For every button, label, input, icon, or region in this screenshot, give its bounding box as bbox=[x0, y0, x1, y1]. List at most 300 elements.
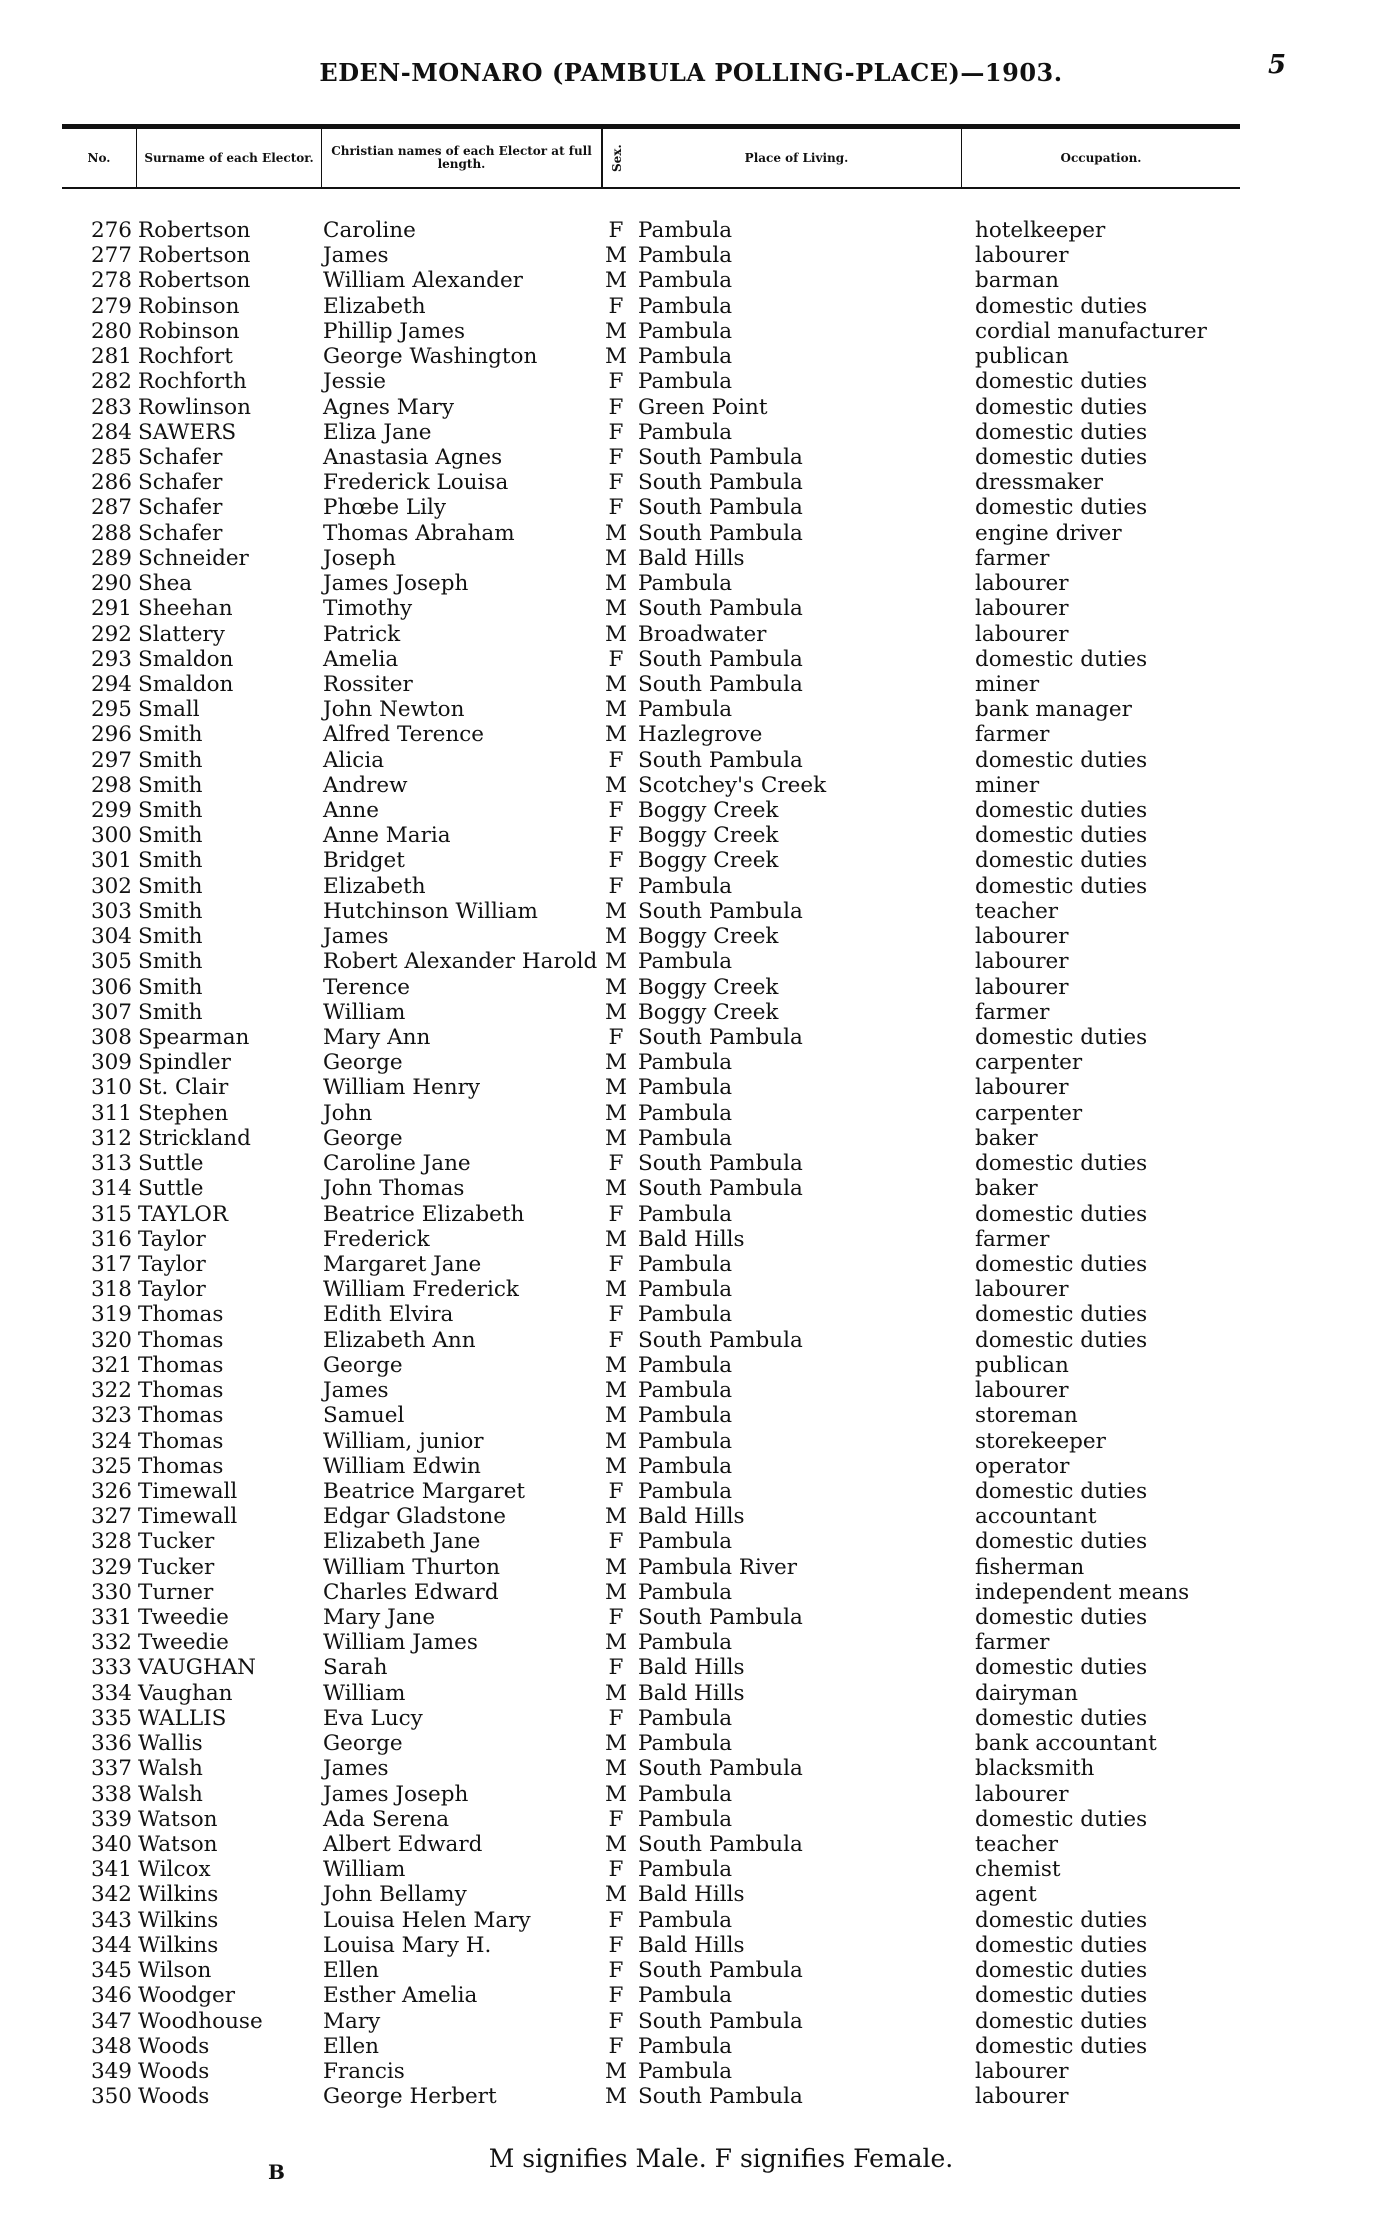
table-row bbox=[0, 243, 1382, 268]
elector-occupation: labourer bbox=[975, 1378, 1069, 1404]
elector-sex: F bbox=[608, 470, 624, 496]
elector-number: 302 bbox=[90, 873, 132, 899]
elector-sex: M bbox=[604, 1277, 627, 1303]
elector-christian-names: John Bellamy bbox=[323, 1882, 467, 1908]
table-row bbox=[0, 1882, 1382, 1907]
table-row bbox=[0, 1403, 1382, 1428]
elector-number: 319 bbox=[90, 1302, 132, 1328]
elector-occupation: labourer bbox=[975, 2058, 1069, 2084]
elector-number: 276 bbox=[90, 218, 132, 243]
elector-place: Pambula bbox=[638, 243, 733, 269]
elector-surname: Small bbox=[138, 697, 200, 723]
elector-place: Pambula bbox=[638, 318, 733, 344]
table-row bbox=[0, 1075, 1382, 1100]
table-row bbox=[0, 1227, 1382, 1252]
elector-sex: F bbox=[608, 646, 624, 672]
elector-sex: F bbox=[608, 1529, 624, 1555]
elector-surname: Woods bbox=[138, 2084, 210, 2110]
elector-number: 301 bbox=[90, 848, 132, 874]
elector-christian-names: Phillip James bbox=[323, 318, 465, 344]
elector-place: Pambula bbox=[638, 1050, 733, 1076]
elector-christian-names: Alfred Terence bbox=[323, 722, 484, 748]
elector-surname: Wilcox bbox=[138, 1857, 211, 1883]
elector-place: Pambula bbox=[638, 369, 733, 395]
elector-surname: Thomas bbox=[138, 1352, 224, 1378]
elector-christian-names: Timothy bbox=[323, 596, 413, 622]
elector-occupation: independent means bbox=[975, 1579, 1190, 1605]
elector-sex: M bbox=[604, 1579, 627, 1605]
elector-place: Pambula bbox=[638, 2058, 733, 2084]
elector-surname: Tucker bbox=[138, 1529, 215, 1555]
table-row bbox=[0, 1555, 1382, 1580]
elector-sex: F bbox=[608, 1605, 624, 1631]
elector-sex: M bbox=[604, 1882, 627, 1908]
table-row bbox=[0, 1504, 1382, 1529]
elector-christian-names: Patrick bbox=[323, 621, 401, 647]
elector-christian-names: James bbox=[323, 1378, 389, 1404]
elector-sex: M bbox=[604, 318, 627, 344]
table-row bbox=[0, 1025, 1382, 1050]
table-row bbox=[0, 798, 1382, 823]
elector-number: 341 bbox=[90, 1857, 132, 1883]
elector-surname: Schafer bbox=[138, 444, 223, 470]
elector-christian-names: Mary Ann bbox=[323, 1025, 431, 1050]
elector-number: 324 bbox=[90, 1428, 132, 1454]
elector-number: 332 bbox=[90, 1630, 132, 1656]
elector-sex: F bbox=[608, 1806, 624, 1832]
elector-christian-names: George bbox=[323, 1050, 403, 1076]
elector-christian-names: Bridget bbox=[323, 848, 405, 874]
elector-occupation: barman bbox=[975, 268, 1059, 294]
elector-sex: M bbox=[604, 1554, 627, 1580]
elector-number: 326 bbox=[90, 1478, 132, 1504]
elector-christian-names: Thomas Abraham bbox=[323, 520, 515, 546]
elector-place: South Pambula bbox=[638, 646, 803, 672]
elector-sex: F bbox=[608, 873, 624, 899]
electors-table bbox=[0, 218, 1382, 2109]
elector-christian-names: Rossiter bbox=[323, 671, 413, 697]
elector-occupation: labourer bbox=[975, 571, 1069, 597]
elector-surname: Thomas bbox=[138, 1428, 224, 1454]
elector-sex: M bbox=[604, 1453, 627, 1479]
elector-place: Pambula bbox=[638, 1630, 733, 1656]
elector-surname: WALLIS bbox=[138, 1705, 227, 1731]
elector-occupation: cordial manufacturer bbox=[975, 318, 1207, 344]
elector-christian-names: Anne bbox=[323, 798, 379, 824]
elector-surname: Smith bbox=[138, 747, 203, 773]
elector-occupation: farmer bbox=[975, 545, 1050, 571]
table-row bbox=[0, 1832, 1382, 1857]
elector-surname: Woods bbox=[138, 2058, 210, 2084]
elector-surname: Walsh bbox=[138, 1781, 203, 1807]
elector-place: Pambula bbox=[638, 1907, 733, 1933]
elector-number: 328 bbox=[90, 1529, 132, 1555]
elector-number: 305 bbox=[90, 949, 132, 975]
elector-place: Pambula bbox=[638, 218, 733, 243]
elector-occupation: blacksmith bbox=[975, 1756, 1095, 1782]
elector-surname: Woods bbox=[138, 2033, 210, 2059]
elector-surname: Robertson bbox=[138, 268, 251, 294]
elector-surname: Wilkins bbox=[138, 1932, 219, 1958]
elector-christian-names: Beatrice Margaret bbox=[323, 1478, 526, 1504]
elector-sex: M bbox=[604, 1781, 627, 1807]
table-row bbox=[0, 823, 1382, 848]
elector-place: South Pambula bbox=[638, 1756, 803, 1782]
elector-sex: F bbox=[608, 1655, 624, 1681]
elector-christian-names: Phœbe Lily bbox=[323, 495, 447, 521]
elector-place: Broadwater bbox=[638, 621, 767, 647]
elector-surname: Rochforth bbox=[138, 369, 247, 395]
table-row bbox=[0, 647, 1382, 672]
elector-surname: Tweedie bbox=[138, 1630, 229, 1656]
elector-occupation: domestic duties bbox=[975, 848, 1148, 874]
elector-sex: F bbox=[608, 444, 624, 470]
elector-number: 285 bbox=[90, 444, 132, 470]
elector-sex: M bbox=[604, 1504, 627, 1530]
table-row bbox=[0, 1378, 1382, 1403]
elector-christian-names: Charles Edward bbox=[323, 1579, 499, 1605]
elector-number: 320 bbox=[90, 1327, 132, 1353]
footer-signature: B bbox=[268, 2160, 285, 2184]
elector-occupation: chemist bbox=[975, 1857, 1061, 1883]
elector-christian-names: James Joseph bbox=[323, 1781, 469, 1807]
elector-place: Bald Hills bbox=[638, 1882, 745, 1908]
elector-place: Bald Hills bbox=[638, 545, 745, 571]
elector-occupation: miner bbox=[975, 671, 1040, 697]
elector-number: 340 bbox=[90, 1832, 132, 1857]
elector-surname: Robinson bbox=[138, 318, 240, 344]
elector-occupation: labourer bbox=[975, 1277, 1069, 1303]
table-row bbox=[0, 1630, 1382, 1655]
elector-occupation: engine driver bbox=[975, 520, 1122, 546]
elector-surname: Rochfort bbox=[138, 344, 233, 370]
elector-occupation: labourer bbox=[975, 596, 1069, 622]
elector-place: South Pambula bbox=[638, 1958, 803, 1984]
elector-sex: F bbox=[608, 2008, 624, 2034]
table-row bbox=[0, 1202, 1382, 1227]
elector-place: Pambula bbox=[638, 1302, 733, 1328]
elector-number: 311 bbox=[90, 1100, 132, 1126]
elector-place: South Pambula bbox=[638, 470, 803, 496]
elector-place: Bald Hills bbox=[638, 1504, 745, 1530]
elector-surname: Smith bbox=[138, 823, 203, 849]
elector-occupation: domestic duties bbox=[975, 1655, 1148, 1681]
elector-surname: St. Clair bbox=[138, 1075, 229, 1101]
elector-place: Pambula bbox=[638, 571, 733, 597]
elector-surname: VAUGHAN bbox=[138, 1655, 256, 1681]
table-row bbox=[0, 1328, 1382, 1353]
table-row bbox=[0, 1782, 1382, 1807]
elector-christian-names: William Alexander bbox=[323, 268, 523, 294]
elector-occupation: teacher bbox=[975, 1832, 1059, 1857]
elector-sex: M bbox=[604, 898, 627, 924]
table-row bbox=[0, 1731, 1382, 1756]
table-row bbox=[0, 1580, 1382, 1605]
elector-christian-names: Mary bbox=[323, 2008, 381, 2034]
elector-place: Pambula bbox=[638, 1075, 733, 1101]
elector-sex: F bbox=[608, 495, 624, 521]
table-row bbox=[0, 722, 1382, 747]
elector-surname: Taylor bbox=[138, 1277, 206, 1303]
elector-place: Pambula bbox=[638, 419, 733, 445]
elector-occupation: farmer bbox=[975, 999, 1050, 1025]
elector-place: Pambula bbox=[638, 1857, 733, 1883]
elector-place: South Pambula bbox=[638, 444, 803, 470]
elector-place: Pambula bbox=[638, 697, 733, 723]
table-row bbox=[0, 672, 1382, 697]
elector-number: 303 bbox=[90, 898, 132, 924]
elector-christian-names: George Herbert bbox=[323, 2084, 497, 2110]
elector-surname: Shea bbox=[138, 571, 193, 597]
elector-number: 327 bbox=[90, 1504, 132, 1530]
elector-number: 290 bbox=[90, 571, 132, 597]
elector-number: 295 bbox=[90, 697, 132, 723]
elector-christian-names: George bbox=[323, 1352, 403, 1378]
elector-place: Pambula bbox=[638, 1277, 733, 1303]
elector-christian-names: Elizabeth bbox=[323, 873, 426, 899]
elector-occupation: labourer bbox=[975, 949, 1069, 975]
table-row bbox=[0, 975, 1382, 1000]
elector-occupation: domestic duties bbox=[975, 1705, 1148, 1731]
elector-occupation: labourer bbox=[975, 2084, 1069, 2110]
elector-sex: M bbox=[604, 243, 627, 269]
elector-surname: Thomas bbox=[138, 1403, 224, 1429]
elector-surname: Robinson bbox=[138, 293, 240, 319]
elector-occupation: domestic duties bbox=[975, 823, 1148, 849]
table-row bbox=[0, 369, 1382, 394]
elector-number: 294 bbox=[90, 671, 132, 697]
elector-surname: Schafer bbox=[138, 495, 223, 521]
elector-number: 298 bbox=[90, 772, 132, 798]
elector-surname: Stephen bbox=[138, 1100, 229, 1126]
table-header bbox=[62, 124, 1240, 189]
page-title: EDEN-MONARO (PAMBULA POLLING-PLACE)—1903. bbox=[319, 58, 1063, 87]
elector-number: 323 bbox=[90, 1403, 132, 1429]
table-row bbox=[0, 319, 1382, 344]
elector-number: 331 bbox=[90, 1605, 132, 1631]
elector-sex: M bbox=[604, 1832, 627, 1857]
elector-surname: Thomas bbox=[138, 1378, 224, 1404]
elector-surname: Schneider bbox=[138, 545, 249, 571]
elector-sex: F bbox=[608, 1983, 624, 2009]
table-row bbox=[0, 1176, 1382, 1201]
elector-place: Boggy Creek bbox=[638, 924, 779, 950]
elector-surname: Smith bbox=[138, 873, 203, 899]
elector-occupation: domestic duties bbox=[975, 1478, 1148, 1504]
elector-sex: M bbox=[604, 1428, 627, 1454]
elector-place: Pambula bbox=[638, 1781, 733, 1807]
elector-christian-names: Edith Elvira bbox=[323, 1302, 454, 1328]
elector-number: 304 bbox=[90, 924, 132, 950]
elector-occupation: domestic duties bbox=[975, 1151, 1148, 1177]
elector-occupation: domestic duties bbox=[975, 1251, 1148, 1277]
table-row bbox=[0, 1908, 1382, 1933]
elector-surname: Watson bbox=[138, 1832, 218, 1857]
elector-christian-names: William Thurton bbox=[323, 1554, 501, 1580]
table-row bbox=[0, 1933, 1382, 1958]
table-row bbox=[0, 1302, 1382, 1327]
elector-occupation: domestic duties bbox=[975, 1806, 1148, 1832]
elector-christian-names: George bbox=[323, 1125, 403, 1151]
header-no: No. bbox=[62, 129, 137, 187]
table-row bbox=[0, 899, 1382, 924]
elector-place: South Pambula bbox=[638, 898, 803, 924]
elector-occupation: domestic duties bbox=[975, 369, 1148, 395]
elector-occupation: domestic duties bbox=[975, 1025, 1148, 1050]
elector-place: South Pambula bbox=[638, 2084, 803, 2110]
elector-surname: Turner bbox=[138, 1579, 214, 1605]
elector-occupation: bank accountant bbox=[975, 1731, 1157, 1757]
header-occupation: Occupation. bbox=[1060, 150, 1142, 165]
elector-christian-names: Robert Alexander Harold bbox=[323, 949, 598, 975]
elector-place: Pambula bbox=[638, 1352, 733, 1378]
elector-surname: Schafer bbox=[138, 520, 223, 546]
table-row bbox=[0, 445, 1382, 470]
elector-christian-names: Anastasia Agnes bbox=[323, 444, 503, 470]
table-row bbox=[0, 1101, 1382, 1126]
elector-number: 343 bbox=[90, 1907, 132, 1933]
elector-christian-names: William, junior bbox=[323, 1428, 484, 1454]
elector-christian-names: Beatrice Elizabeth bbox=[323, 1201, 525, 1227]
elector-sex: F bbox=[608, 1025, 624, 1050]
elector-occupation: publican bbox=[975, 344, 1069, 370]
table-row bbox=[0, 2059, 1382, 2084]
table-row bbox=[0, 1958, 1382, 1983]
table-row bbox=[0, 773, 1382, 798]
table-row bbox=[0, 1756, 1382, 1781]
elector-number: 296 bbox=[90, 722, 132, 748]
table-row bbox=[0, 1151, 1382, 1176]
elector-place: Pambula bbox=[638, 1125, 733, 1151]
elector-place: Pambula River bbox=[638, 1554, 798, 1580]
elector-occupation: baker bbox=[975, 1125, 1038, 1151]
elector-occupation: storeman bbox=[975, 1403, 1078, 1429]
table-row bbox=[0, 1126, 1382, 1151]
elector-place: South Pambula bbox=[638, 1327, 803, 1353]
elector-occupation: domestic duties bbox=[975, 873, 1148, 899]
table-row bbox=[0, 1983, 1382, 2008]
elector-surname: Tucker bbox=[138, 1554, 215, 1580]
elector-place: Pambula bbox=[638, 2033, 733, 2059]
elector-sex: F bbox=[608, 823, 624, 849]
elector-sex: M bbox=[604, 1050, 627, 1076]
elector-place: South Pambula bbox=[638, 1151, 803, 1177]
elector-christian-names: Edgar Gladstone bbox=[323, 1504, 506, 1530]
elector-christian-names: Francis bbox=[323, 2058, 405, 2084]
table-row bbox=[0, 2084, 1382, 2109]
elector-occupation: domestic duties bbox=[975, 1958, 1148, 1984]
elector-christian-names: Eva Lucy bbox=[323, 1705, 423, 1731]
elector-number: 338 bbox=[90, 1781, 132, 1807]
table-row bbox=[0, 470, 1382, 495]
elector-occupation: domestic duties bbox=[975, 1529, 1148, 1555]
elector-christian-names: Margaret Jane bbox=[323, 1251, 482, 1277]
elector-sex: M bbox=[604, 1226, 627, 1252]
elector-place: South Pambula bbox=[638, 671, 803, 697]
elector-place: Pambula bbox=[638, 1731, 733, 1757]
elector-christian-names: William Edwin bbox=[323, 1453, 481, 1479]
elector-sex: M bbox=[604, 1731, 627, 1757]
elector-christian-names: John bbox=[323, 1100, 373, 1126]
elector-surname: Wallis bbox=[138, 1731, 203, 1757]
elector-number: 310 bbox=[90, 1075, 132, 1101]
elector-christian-names: Joseph bbox=[323, 545, 396, 571]
elector-surname: Smith bbox=[138, 949, 203, 975]
elector-sex: M bbox=[604, 268, 627, 294]
elector-place: Pambula bbox=[638, 344, 733, 370]
elector-occupation: labourer bbox=[975, 1075, 1069, 1101]
elector-christian-names: William bbox=[323, 1857, 406, 1883]
elector-surname: Smaldon bbox=[138, 671, 234, 697]
elector-surname: Smith bbox=[138, 999, 203, 1025]
elector-place: Bald Hills bbox=[638, 1680, 745, 1706]
elector-place: South Pambula bbox=[638, 495, 803, 521]
elector-sex: M bbox=[604, 2084, 627, 2110]
elector-place: Boggy Creek bbox=[638, 823, 779, 849]
elector-surname: Schafer bbox=[138, 470, 223, 496]
elector-surname: Thomas bbox=[138, 1327, 224, 1353]
elector-number: 316 bbox=[90, 1226, 132, 1252]
elector-occupation: domestic duties bbox=[975, 293, 1148, 319]
elector-christian-names: Agnes Mary bbox=[323, 394, 454, 420]
elector-occupation: domestic duties bbox=[975, 495, 1148, 521]
elector-sex: M bbox=[604, 344, 627, 370]
elector-number: 286 bbox=[90, 470, 132, 496]
elector-sex: F bbox=[608, 1201, 624, 1227]
table-row bbox=[0, 1857, 1382, 1882]
elector-surname: Robertson bbox=[138, 243, 251, 269]
elector-surname: Smith bbox=[138, 772, 203, 798]
elector-surname: Slattery bbox=[138, 621, 225, 647]
table-row bbox=[0, 1655, 1382, 1680]
elector-christian-names: Albert Edward bbox=[323, 1832, 483, 1857]
elector-sex: F bbox=[608, 798, 624, 824]
elector-number: 350 bbox=[90, 2084, 132, 2110]
elector-place: Boggy Creek bbox=[638, 999, 779, 1025]
elector-sex: F bbox=[608, 419, 624, 445]
elector-number: 293 bbox=[90, 646, 132, 672]
elector-christian-names: Elizabeth Ann bbox=[323, 1327, 476, 1353]
elector-number: 309 bbox=[90, 1050, 132, 1076]
elector-occupation: baker bbox=[975, 1176, 1038, 1202]
elector-number: 346 bbox=[90, 1983, 132, 2009]
elector-place: Pambula bbox=[638, 293, 733, 319]
elector-occupation: domestic duties bbox=[975, 1605, 1148, 1631]
elector-surname: Sheehan bbox=[138, 596, 233, 622]
elector-number: 315 bbox=[90, 1201, 132, 1227]
table-row bbox=[0, 1050, 1382, 1075]
elector-christian-names: Caroline Jane bbox=[323, 1151, 471, 1177]
elector-number: 300 bbox=[90, 823, 132, 849]
elector-surname: Timewall bbox=[138, 1478, 238, 1504]
elector-occupation: fisherman bbox=[975, 1554, 1085, 1580]
elector-christian-names: Eliza Jane bbox=[323, 419, 432, 445]
elector-sex: M bbox=[604, 1403, 627, 1429]
elector-place: South Pambula bbox=[638, 1025, 803, 1050]
table-row bbox=[0, 2009, 1382, 2034]
table-row bbox=[0, 395, 1382, 420]
elector-sex: F bbox=[608, 2033, 624, 2059]
elector-number: 291 bbox=[90, 596, 132, 622]
table-row bbox=[0, 495, 1382, 520]
elector-sex: M bbox=[604, 924, 627, 950]
elector-number: 292 bbox=[90, 621, 132, 647]
elector-place: Pambula bbox=[638, 1983, 733, 2009]
elector-occupation: domestic duties bbox=[975, 419, 1148, 445]
elector-surname: Smaldon bbox=[138, 646, 234, 672]
elector-sex: F bbox=[608, 1302, 624, 1328]
elector-surname: TAYLOR bbox=[138, 1201, 229, 1227]
